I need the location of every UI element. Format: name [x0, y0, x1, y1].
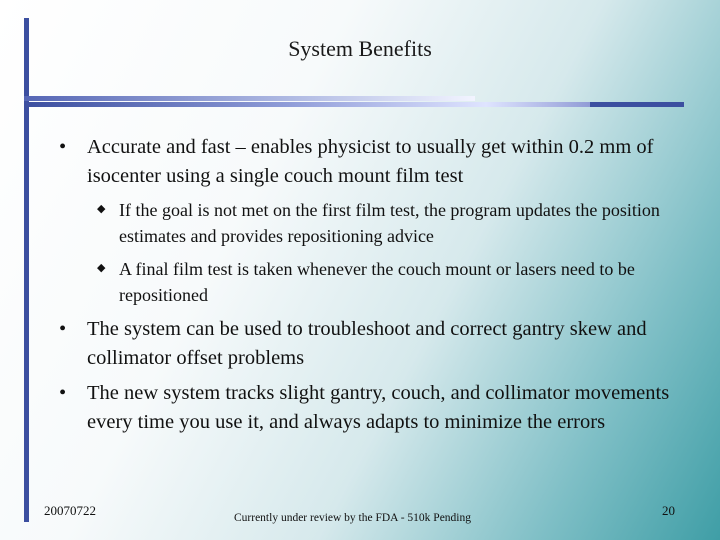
bullet-item-1: [55, 133, 675, 191]
bullet-icon: •: [59, 318, 67, 340]
footer-note: Currently under review by the FDA - 510k Pending: [234, 512, 471, 524]
title-underline-top: [24, 96, 475, 101]
bullet-icon: •: [59, 382, 67, 404]
sub-bullet-item-1: [97, 197, 675, 249]
sub-bullet-text: If the goal is not met on the first film test, the program updates the position estimates and provides repositioning advice: [119, 200, 660, 246]
bullet-item-3: [55, 379, 675, 437]
bullet-item-2: [55, 315, 675, 373]
bullet-icon: •: [59, 136, 67, 158]
left-accent-bar: [24, 18, 29, 522]
diamond-bullet-icon: ◆: [97, 203, 106, 215]
page-number: 20: [662, 503, 675, 518]
title-underline-tail: [590, 102, 684, 107]
sub-bullet-item-2: [97, 256, 675, 308]
title-underline-bottom: [24, 102, 684, 107]
slide-title: System Benefits: [288, 36, 432, 61]
sub-bullet-text: A final film test is taken whenever the couch mount or lasers need to be repositioned: [119, 259, 635, 305]
footer-date: 20070722: [44, 503, 96, 518]
bullet-text: Accurate and fast – enables physicist to usually get within 0.2 mm of isocenter using a single couch mount film test: [87, 136, 654, 187]
bullet-list: [55, 133, 675, 443]
diamond-bullet-icon: ◆: [97, 262, 106, 274]
bullet-text: The system can be used to troubleshoot and correct gantry skew and collimator offset problems: [87, 318, 647, 369]
bullet-text: The new system tracks slight gantry, couch, and collimator movements every time you use it, and always adapts to minimize the errors: [87, 382, 670, 433]
